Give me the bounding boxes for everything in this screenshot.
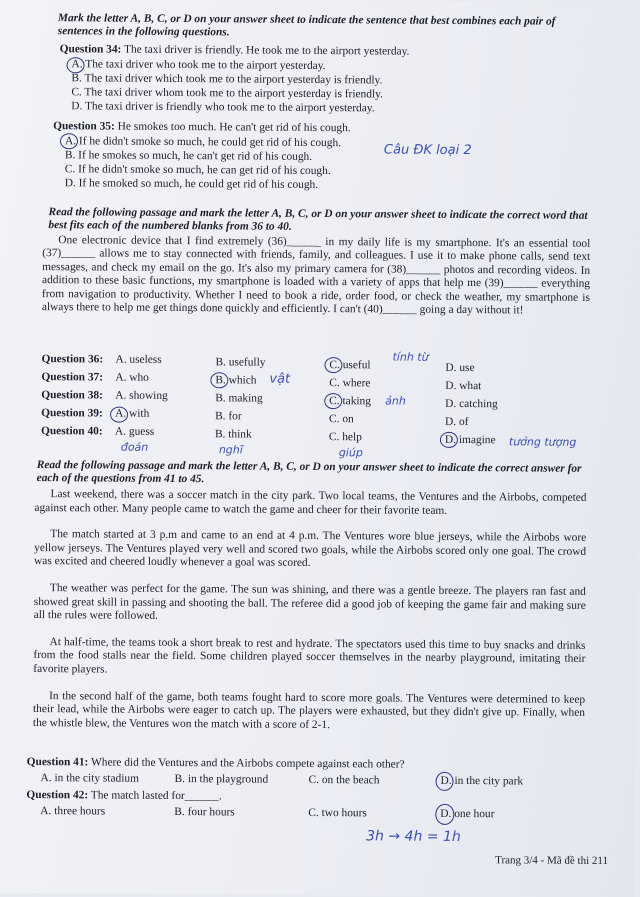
q37-option-c: C. where (329, 377, 371, 390)
q37-option-b: B. which (215, 374, 257, 387)
q40-option-b: B. think (214, 428, 252, 441)
paragraph-5: In the second half of the game, both teams fought hard to score more goals. The Ventures were determined to keep their lead, while the Airbobs were eager to catch up. The players were exhausted, but they didn't give up. Finally, when the whistle blew, the Ventures won the match with a score of 2-1. (32, 689, 586, 731)
q40-option-a: A. guess (114, 425, 155, 438)
q42-option-b: B. four hours (174, 806, 235, 819)
q36-option-d: D. use (445, 361, 475, 375)
q34-option-a: A. The taxi driver who took me to the airport yesterday. (71, 58, 326, 73)
q35-option-d: D. If he smoked so much, he could get rid of his cough. (64, 177, 319, 191)
question-34: Question 34: The taxi driver is friendly. He took me to the airport yesterday. (59, 43, 410, 58)
answer-circle-q41 (435, 772, 453, 791)
answer-circle-q37 (210, 372, 228, 388)
answer-circle-q35 (60, 133, 78, 149)
paragraph-2: The match started at 3 p.m and came to an end at 4 p.m. The Ventures wore blue jerseys, while the Airbobs wore yellow jerseys. The Ventures played very well and scored two goals, while the Airbobs scored only one goal. The crowd was excited and cheered loudly whenever a goal was scored. (34, 528, 587, 570)
section2-instruction: Read the following passage and mark the letter A, B, C, or D on your answer sheet to indicate the correct word that best fits each of the numbered blanks from 36 to 40. (48, 206, 588, 234)
paragraph-4: At half-time, the teams took a short break to rest and hydrate. The spectators used this time to buy snacks and drinks from the food stalls near the field. Some children played soccer themselves in the nearby playground, imitating their favorite players. (33, 635, 586, 676)
question-35: Question 35: He smokes too much. He can't get rid of his cough. (53, 120, 351, 135)
q37-label: Question 37: (41, 371, 104, 384)
q42-option-d: D. one hour (440, 807, 495, 821)
q36-option-a: A. useless (115, 353, 162, 366)
q41-option-c: C. on the beach (308, 773, 380, 787)
q35-option-a: A. If he didn't smoke so much, he could get rid of his cough. (64, 135, 342, 150)
handwritten-note-q42: 3h → 4h = 1h (366, 828, 461, 846)
handwritten-note-q40-d: tưởng tượng (508, 435, 577, 449)
question-42: Question 42: The match lasted for______. (26, 788, 222, 803)
q34-option-b: B. The taxi driver which took me to the airport yesterday is friendly. (71, 72, 383, 87)
q38-option-a: A. showing (115, 389, 168, 402)
q37-option-a: A. who (115, 371, 149, 384)
q38-option-d: D. catching (445, 397, 498, 411)
q39-label: Question 39: (41, 407, 103, 420)
handwritten-note-q40-a: đoán (120, 440, 149, 454)
q39-option-d: D. of (445, 415, 469, 429)
q39-option-c: C. on (329, 413, 354, 426)
section2-passage (42, 234, 591, 318)
q34-option-d: D. The taxi driver is friendly who took me to the airport yesterday. (71, 100, 375, 115)
q42-option-c: C. two hours (308, 806, 367, 820)
q38-option-b: B. making (215, 392, 263, 405)
q39-option-b: B. for (215, 410, 242, 423)
q40-option-c: C. help (328, 431, 362, 444)
q40-label: Question 40: (40, 425, 103, 438)
q36-option-c: C. useful (329, 359, 371, 372)
q37-option-d: D. what (445, 379, 482, 393)
answer-circle-q40 (440, 432, 458, 448)
question-41: Question 41: Where did the Ventures and the Airbobs compete against each other? (26, 755, 405, 771)
q41-option-d: D. in the city park (440, 774, 524, 788)
handwritten-note-q40-b: nghĩ (218, 443, 243, 457)
paragraph-1: Last weekend, there was a soccer match in the city park. Two local teams, the Ventures and the Airbobs, competed against each other. Many people came to watch the game and cheer for their favorite team. (34, 488, 587, 517)
answer-circle-q38 (324, 393, 342, 409)
handwritten-note-q36: tính từ (392, 350, 429, 364)
q38-label: Question 38: (41, 389, 103, 402)
page-footer: Trang 3/4 - Mã đề thi 211 (495, 854, 609, 868)
answer-circle-q42 (435, 804, 454, 825)
handwritten-note-q37: vật (269, 371, 291, 387)
passage-text: One electronic device that I find extremely (36)______ in my daily life is my smartphone. It's an essential tool (37)______ allows me to stay connected with friends, family, and colleagues. I use it to make phone calls, send text messages, and check my email on the go. It's also my primary camera for (38)______ photos and recording videos. In addition to these basic functions, my smartphone is loaded with a variety of apps that help me (39)______ everything from navigation to productivity. Whether I need to book a ride, order food, or check the weather, my smartphone is always there to help me get things done quickly and efficiently. I can't (40)______ going a day without it! (41, 234, 591, 317)
q38-option-c: C. taking (329, 395, 372, 408)
q36-label: Question 36: (41, 353, 104, 366)
handwritten-note-q38: ảnh (385, 394, 406, 408)
answer-circle-q34 (66, 57, 84, 73)
q41-option-a: A. in the city stadium (40, 772, 139, 785)
paragraph-3: The weather was perfect for the game. The sun was shining, and there was a gentle breeze. The players ran fast and showed great skill in passing and shooting the ball. The referee did a good job of keeping the game fair and making sure all the rules were followed. (33, 582, 586, 623)
section3-passage (33, 488, 587, 734)
section1-instruction: Mark the letter A, B, C, or D on your answer sheet to indicate the sentence that best combines each pair of sentences in the following questions. (57, 12, 556, 39)
section3-instruction: Read the following passage and mark the letter A, B, C, or D on your answer sheet to indicate the correct answer for each of the questions from 41 to 45. (36, 459, 582, 486)
q36-option-b: B. usefully (215, 356, 266, 369)
q35-option-b: B. If he smokes so much, he can't get rid of his cough. (64, 149, 313, 163)
q41-option-b: B. in the playground (174, 773, 269, 786)
q34-option-c: C. The taxi driver whom took me to the airport yesterday is friendly. (71, 86, 383, 101)
q39-option-a: A. with (115, 407, 150, 420)
q42-option-a: A. three hours (40, 805, 106, 818)
answer-circle-q39 (110, 407, 128, 423)
q35-option-c: C. If he didn't smoke so much, he can get rid of his cough. (64, 163, 331, 178)
handwritten-note-q35: Câu ĐK loại 2 (383, 142, 472, 159)
answer-circle-q36 (324, 357, 342, 373)
handwritten-note-q40-c: giúp (338, 446, 363, 460)
q40-option-d: D. imagine (444, 433, 496, 447)
